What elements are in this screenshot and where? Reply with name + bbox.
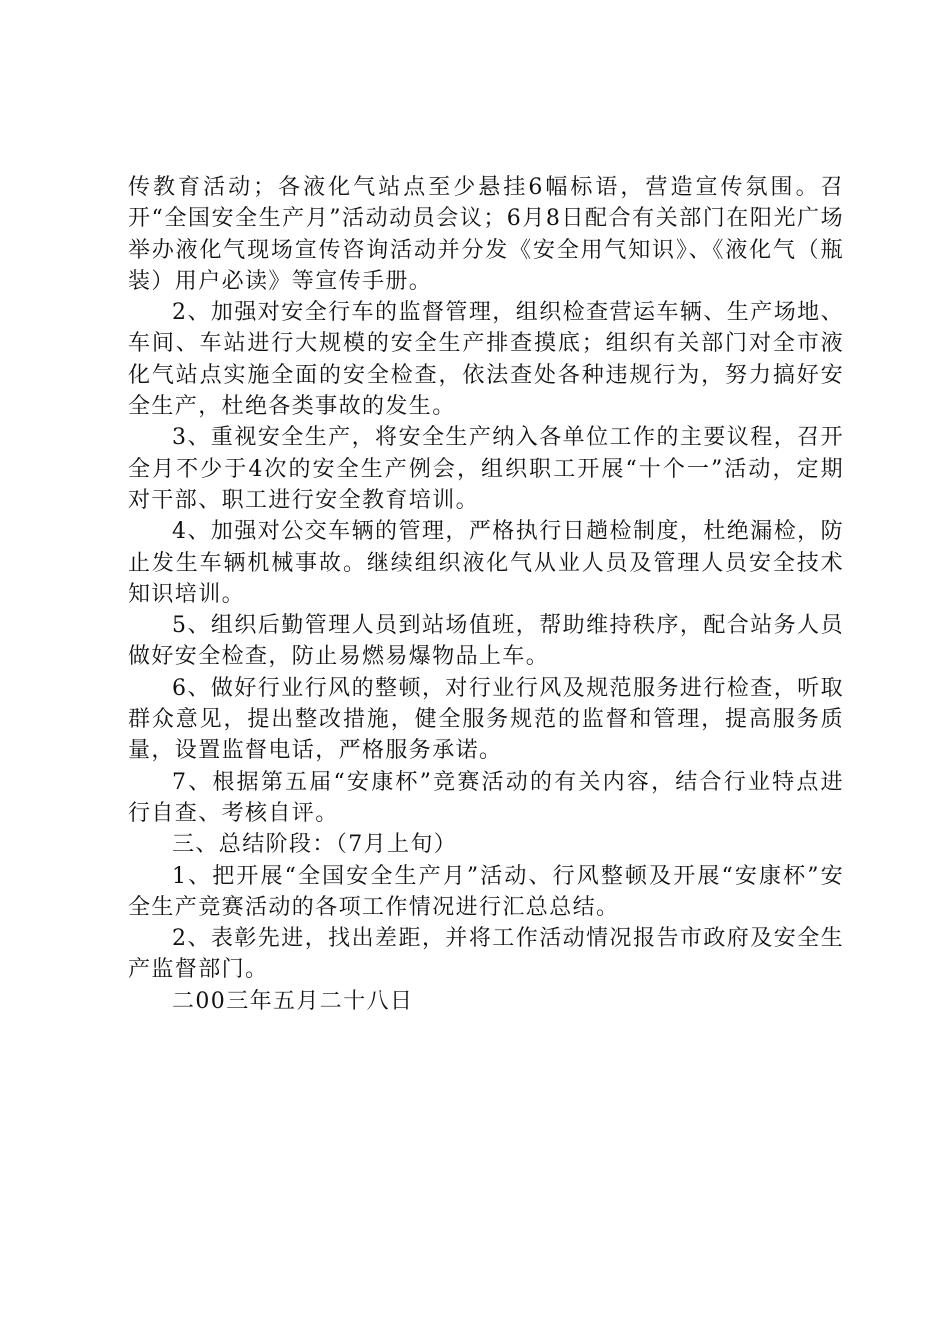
paragraph-item-5: 5、组织后勤管理人员到站场值班，帮助维持秩序，配合站务人员做好安全检查，防止易燃易爆物品上车。 [128, 613, 844, 670]
paragraph-item-6: 6、做好行业行风的整顿，对行业行风及规范服务进行检查，听取群众意见，提出整改措施，健全服务规范的监督和管理，提高服务质量，设置监督电话，严格服务承诺。 [128, 675, 844, 764]
paragraph-item-3: 3、重视安全生产，将安全生产纳入各单位工作的主要议程，召开全月不少于4次的安全生产例会，组织职工开展“十个一”活动，定期对干部、职工进行安全教育培训。 [128, 425, 844, 513]
paragraph-item-4: 4、加强对公交车辆的管理，严格执行日趟检制度，杜绝漏检，防止发生车辆机械事故。继续组织液化气从业人员及管理人员安全技术知识培训。 [128, 519, 844, 607]
paragraph-item-7: 7、根据第五届“安康杯”竞赛活动的有关内容，结合行业特点进行自查、考核自评。 [128, 769, 844, 826]
paragraph-item-2: 2、加强对安全行车的监督管理，组织检查营运车辆、生产场地、车间、车站进行大规模的安全生产排查摸底；组织有关部门对全市液化气站点实施全面的安全检查，依法查处各种违规行为，努力搞好安全生产，杜绝各类事故的发生。 [128, 300, 844, 420]
paragraph-publicity-activities: 传教育活动；各液化气站点至少悬挂6幅标语，营造宣传氛围。召开“全国安全生产月”活动动员会议；6月8日配合有关部门在阳光广场举办液化气现场宣传咨询活动并分发《安全用气知识》、《液化气（瓶装）用户必读》等宣传手册。 [128, 175, 844, 294]
paragraph-summary-item-1: 1、把开展“全国安全生产月”活动、行风整顿及开展“安康杯”安全生产竞赛活动的各项工作情况进行汇总总结。 [128, 863, 844, 920]
document-date: 二00三年五月二十八日 [172, 988, 414, 1014]
document-body [128, 172, 844, 1017]
paragraph-summary-item-2: 2、表彰先进，找出差距，并将工作活动情况报告市政府及安全生产监督部门。 [128, 926, 844, 983]
section-heading-summary-stage: 三、总结阶段：（7月上旬） [172, 832, 458, 858]
